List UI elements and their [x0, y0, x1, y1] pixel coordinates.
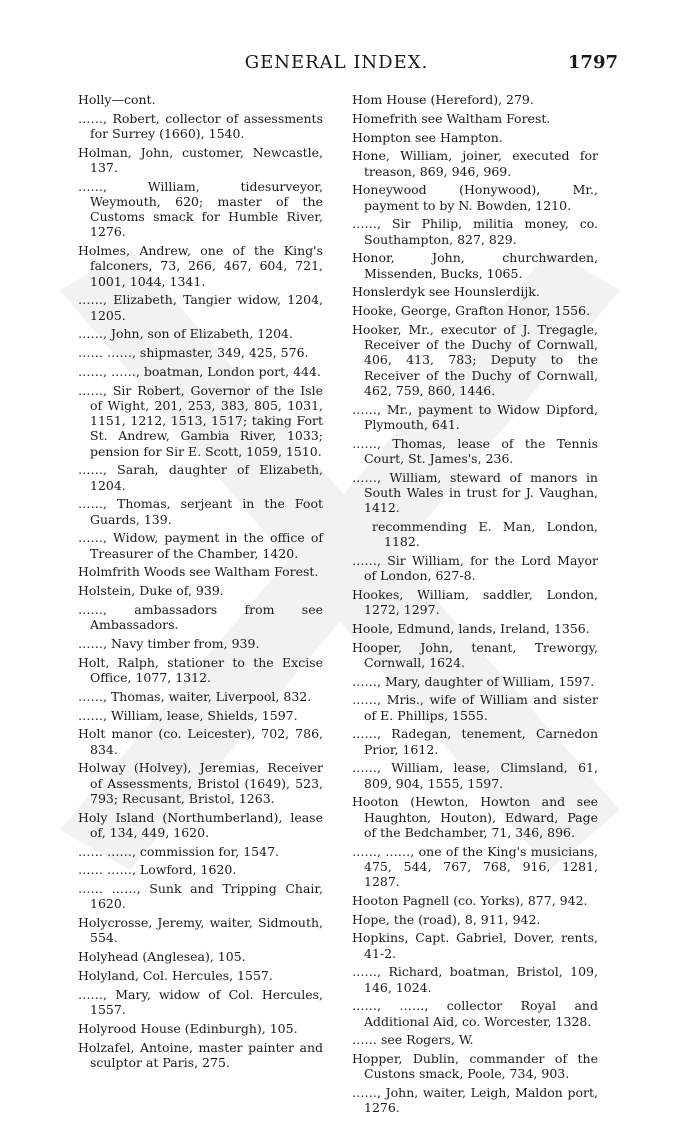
index-entry: ……, John, waiter, Leigh, Maldon port, 1276. — [352, 1085, 598, 1116]
index-entry: …… ……, Lowford, 1620. — [78, 862, 237, 878]
running-title: GENERAL INDEX. — [244, 52, 429, 73]
index-entry: Hooton Pagnell (co. Yorks), 877, 942. — [352, 892, 588, 908]
index-entry: ……, Mris., wife of William and sister of E. Phillips, 1555. — [352, 692, 598, 723]
index-entry: ……, Sarah, daughter of Elizabeth, 1204. — [78, 462, 323, 493]
index-entry: ……, Navy timber from, 939. — [78, 636, 260, 651]
index-entry: Holly—cont. — [78, 92, 156, 107]
index-entry: ……, Thomas, waiter, Liverpool, 832. — [78, 688, 312, 704]
index-entry: Holyhead (Anglesea), 105. — [78, 949, 246, 965]
index-entry: Holt, Ralph, stationer to the Excise Office, 1077, 1312. — [78, 654, 323, 685]
index-entry: ……, Sir William, for the Lord Mayor of London, 627-8. — [352, 552, 598, 583]
index-entry: Holt manor (co. Leicester), 702, 786, 834. — [78, 726, 323, 757]
index-entry: Hooker, Mr., executor of J. Tregagle, Receiver of the Duchy of Cornwall, 406, 413, 783; Deputy to the Receiver of the Duchy of Cornwall, 462, 759, 860, 1446. — [352, 321, 598, 398]
index-entry: …… ……, Sunk and Tripping Chair, 1620. — [78, 881, 323, 912]
index-entry: Holy Island (Northumberland), lease of, 134, 449, 1620. — [78, 809, 323, 840]
index-entry: Hone, William, joiner, executed for treason, 869, 946, 969. — [352, 148, 598, 179]
index-entry: Honeywood (Honywood), Mr., payment to by N. Bowden, 1210. — [352, 182, 598, 213]
index-entry: ……, John, son of Elizabeth, 1204. — [78, 326, 293, 342]
index-entry: Hopper, Dublin, commander of the Custons smack, Poole, 734, 903. — [352, 1051, 598, 1082]
index-entry: ……, Robert, collector of assessments for Surrey (1660), 1540. — [78, 110, 323, 141]
index-entry: ……, ……, boatman, London port, 444. — [78, 364, 321, 379]
index-entry: ……, Mary, widow of Col. Hercules, 1557. — [78, 986, 323, 1017]
index-entry: ……, Mr., payment to Widow Dipford, Plymouth, 641. — [352, 401, 598, 432]
index-entry: ……, Mary, daughter of William, 1597. — [352, 673, 595, 689]
index-entry: Hooper, John, tenant, Treworgy, Cornwall, 1624. — [352, 639, 598, 670]
index-entry: Holstein, Duke of, 939. — [78, 583, 224, 599]
index-entry: Hope, the (road), 8, 911, 942. — [352, 911, 541, 927]
index-column-right — [352, 92, 598, 1119]
index-entry: Honor, John, churchwarden, Missenden, Bucks, 1065. — [352, 250, 598, 281]
index-entry: ……, Sir Philip, militia money, co. Southampton, 827, 829. — [352, 216, 598, 247]
index-entry: ……, Richard, boatman, Bristol, 109, 146, 1024. — [352, 964, 598, 995]
index-entry: Hopkins, Capt. Gabriel, Dover, rents, 41-2. — [352, 930, 598, 961]
index-entry: ……, Elizabeth, Tangier widow, 1204, 1205. — [78, 292, 323, 323]
index-entry: ……, ……, one of the King's musicians, 475, 544, 767, 768, 916, 1281, 1287. — [352, 843, 598, 889]
index-entry: ……, William, lease, Climsland, 61, 809, 904, 1555, 1597. — [352, 760, 598, 791]
index-entry: Holman, John, customer, Newcastle, 137. — [78, 144, 323, 175]
index-entry: Holway (Holvey), Jeremias, Receiver of Assessments, Bristol (1649), 523, 793; Recusant, Bristol, 1263. — [78, 760, 323, 806]
index-entry: ……, Thomas, lease of the Tennis Court, St. James's, 236. — [352, 435, 598, 466]
index-entry: ……, William, lease, Shields, 1597. — [78, 707, 298, 723]
index-entry: ……, ambassadors from see Ambassadors. — [78, 602, 323, 633]
index-column-left — [78, 92, 323, 1074]
index-entry: ……, Widow, payment in the office of Treasurer of the Chamber, 1420. — [78, 530, 323, 561]
index-entry: ……, William, tidesurveyor, Weymouth, 620; master of the Customs smack for Humble River, 1276. — [78, 178, 323, 240]
index-entry: Hompton see Hampton. — [352, 129, 503, 145]
index-entry: ……, Sir Robert, Governor of the Isle of Wight, 201, 253, 383, 805, 1031, 1151, 1212, 1513, 1517; taking Fort St. Andrew, Gambia River, 1033; pension for Sir E. Scott, 1059, 1510. — [78, 382, 323, 459]
index-entry: Homefrith see Waltham Forest. — [352, 110, 551, 126]
index-entry: Holmfrith Woods see Waltham Forest. — [78, 564, 319, 580]
index-entry: Honslerdyk see Hounslerdijk. — [352, 284, 540, 300]
index-entry: Hooke, George, Grafton Honor, 1556. — [352, 303, 591, 319]
index-entry: Hoole, Edmund, lands, Ireland, 1356. — [352, 620, 590, 636]
index-entry: Holyrood House (Edinburgh), 105. — [78, 1020, 298, 1036]
index-entry: Holzafel, Antoine, master painter and sculptor at Paris, 275. — [78, 1039, 323, 1070]
index-entry: ……, William, steward of manors in South Wales in trust for J. Vaughan, 1412. — [352, 469, 598, 515]
index-entry: Holmes, Andrew, one of the King's falconers, 73, 266, 467, 604, 721, 1001, 1044, 1341. — [78, 243, 323, 289]
index-entry: ……, Thomas, serjeant in the Foot Guards, 139. — [78, 496, 323, 527]
index-entry: ……, Radegan, tenement, Carnedon Prior, 1612. — [352, 726, 598, 757]
page-header — [0, 52, 673, 78]
index-entry: ……, ……, collector Royal and Additional Aid, co. Worcester, 1328. — [352, 998, 598, 1029]
index-entry: Hookes, William, saddler, London, 1272, 1297. — [352, 586, 598, 617]
index-entry: Holyland, Col. Hercules, 1557. — [78, 967, 273, 983]
index-entry: Hooton (Hewton, Howton and see Haughton, Houton), Edward, Page of the Bedchamber, 71, 346, 896. — [352, 794, 598, 840]
index-entry: Holycrosse, Jeremy, waiter, Sidmouth, 554. — [78, 915, 323, 946]
index-entry: Hom House (Hereford), 279. — [352, 92, 534, 107]
index-entry: …… see Rogers, W. — [352, 1032, 474, 1048]
page-number: 1797 — [567, 52, 618, 73]
index-entry: …… ……, commission for, 1547. — [78, 843, 280, 859]
index-entry: recommending E. Man, London, 1182. — [372, 518, 598, 549]
index-entry: …… ……, shipmaster, 349, 425, 576. — [78, 345, 309, 361]
